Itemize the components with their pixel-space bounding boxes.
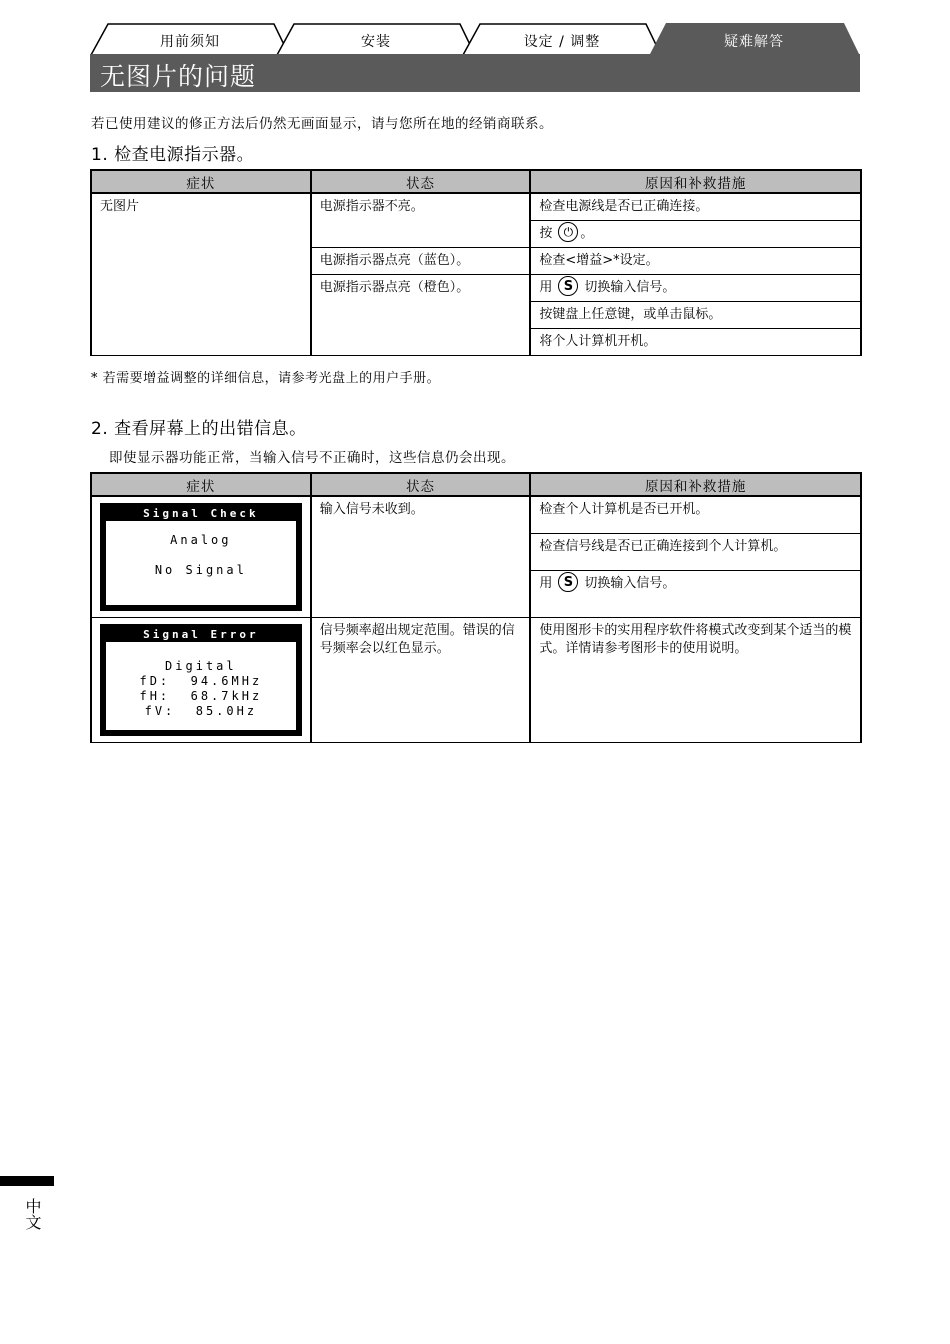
remedy-cell: 检查<增益>*设定。 [530,248,861,275]
osd-signal-check [100,503,302,611]
tab-settings[interactable]: 设定 / 调整 [462,22,662,56]
footnote: * 若需要增益调整的详细信息，请参考光盘上的用户手册。 [91,371,441,386]
status-cell: 电源指示器点亮（蓝色）。 [311,248,531,275]
header-status: 状态 [311,170,531,193]
error-message-table [90,472,862,743]
header-remedy: 原因和补救措施 [530,473,861,496]
s-input-icon: S [558,572,578,592]
language-label: 中文 [23,1198,42,1230]
status-cell: 电源指示器不亮。 [311,193,531,248]
osd-line: fV: 85.0Hz [144,704,258,718]
symptom-cell [91,618,311,743]
tab-before-use[interactable]: 用前须知 [90,22,290,56]
osd-line: fH: 68.7kHz [139,689,263,703]
remedy-cell: 使用图形卡的实用程序软件将模式改变到某个适当的模式。详情请参考图形卡的使用说明。 [530,618,861,743]
s-input-icon: S [558,276,578,296]
status-cell: 电源指示器点亮（橙色）。 [311,275,531,356]
power-icon: ⏻ [558,222,578,242]
osd-title: Signal Check [103,506,299,521]
osd-signal-error [100,624,302,736]
tab-troubleshooting[interactable]: 疑难解答 [648,22,860,56]
tab-bar [90,22,860,56]
osd-line: fD: 94.6MHz [139,674,263,688]
remedy-cell: 将个人计算机开机。 [530,329,861,356]
status-cell: 输入信号未收到。 [311,496,531,618]
section2-heading: 2. 查看屏幕上的出错信息。 [91,419,307,439]
remedy-cell: 检查信号线是否已正确连接到个人计算机。 [530,533,861,570]
page-title: 无图片的问题 [100,62,257,91]
section1-heading: 1. 检查电源指示器。 [91,145,255,165]
power-indicator-table [90,169,862,356]
section2-subtext: 即使显示器功能正常，当输入信号不正确时，这些信息仍会出现。 [109,450,515,466]
intro-text: 若已使用建议的修正方法后仍然无画面显示，请与您所在地的经销商联系。 [91,116,553,132]
header-remedy: 原因和补救措施 [530,170,861,193]
status-cell: 信号频率超出规定范围。错误的信号频率会以红色显示。 [311,618,531,743]
remedy-cell: 用 S 切换输入信号。 [530,275,861,302]
header-symptom: 症状 [91,473,311,496]
tab-install[interactable]: 安装 [276,22,476,56]
header-symptom: 症状 [91,170,311,193]
symptom-cell [91,496,311,618]
osd-line: Analog [170,533,232,547]
osd-line: Digital [165,659,237,673]
page-title-bar [90,54,860,92]
remedy-cell: 按 ⏻ 。 [530,221,861,248]
remedy-cell: 检查电源线是否已正确连接。 [530,193,861,221]
remedy-cell: 检查个人计算机是否已开机。 [530,496,861,533]
language-marker-bar [0,1176,54,1186]
symptom-cell: 无图片 [91,193,311,356]
osd-line: No Signal [154,563,247,577]
remedy-cell: 按键盘上任意键，或单击鼠标。 [530,302,861,329]
header-status: 状态 [311,473,531,496]
osd-title: Signal Error [103,627,299,642]
remedy-cell: 用 S 切换输入信号。 [530,570,861,617]
